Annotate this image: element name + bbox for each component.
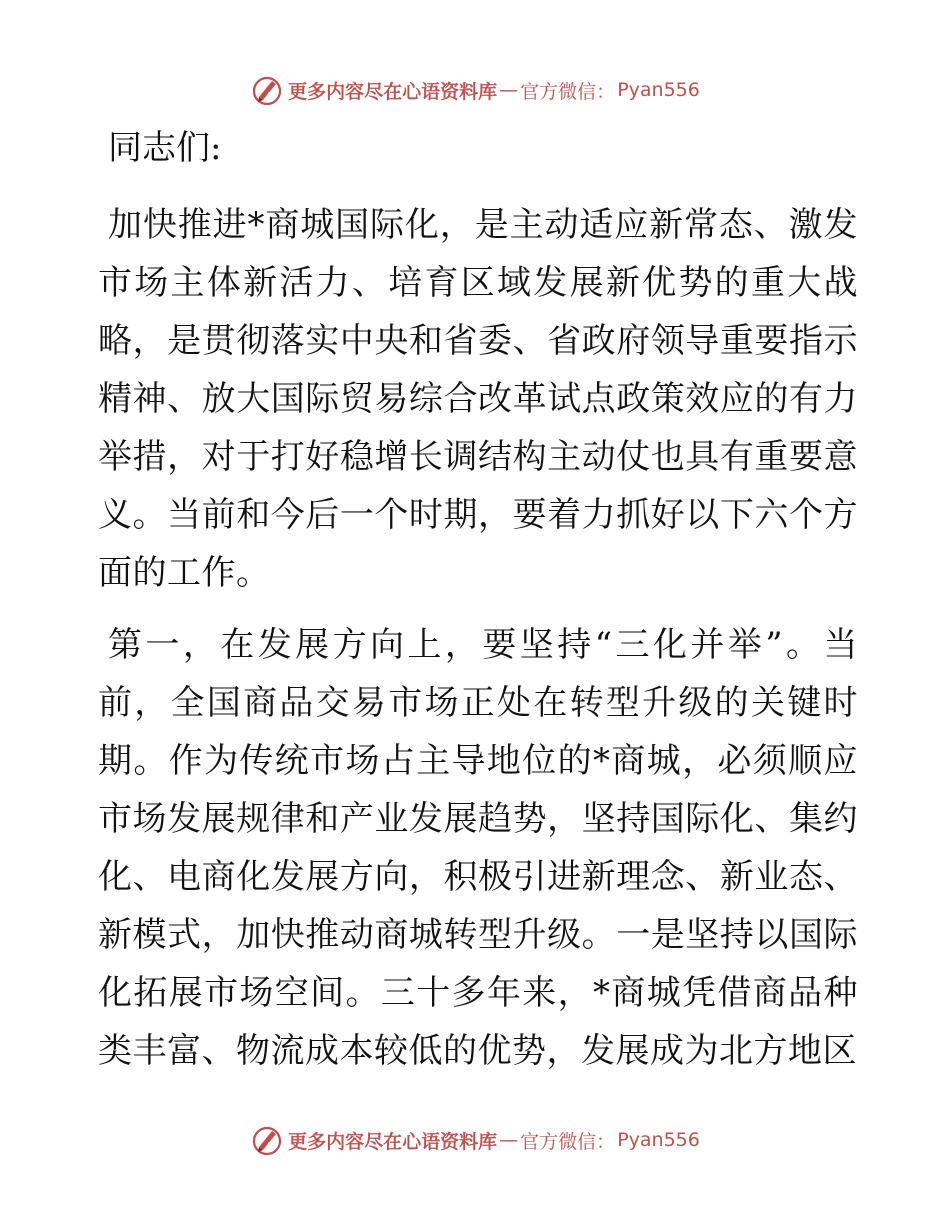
pen-logo-icon [250,73,284,107]
pen-logo-icon [250,1123,284,1157]
paragraph-intro: 加快推进*商城国际化，是主动适应新常态、激发市场主体新活力、培育区域发展新优势的重大战略，是贯彻落实中央和省委、省政府领导重要指示精神、放大国际贸易综合改革试点政策效应的有力举措，对于打好稳增长调结构主动仗也具有重要意义。当前和今后一个时期，要着力抓好以下六个方面的工作。 [98,205,858,593]
footer-wechat-id: Pyan556 [617,1129,700,1151]
header-brand-text: 更多内容尽在心语资料库 [288,80,498,103]
header-contact-label: 官方微信： [520,80,616,103]
paragraph-first-point: 第一，在发展方向上，要坚持“三化并举”。当前，全国商品交易市场正处在转型升级的关键时期。作为传统市场占主导地位的*商城，必须顺应市场发展规律和产业发展趋势，坚持国际化、集约化、电商化发展方向，积极引进新理念、新业态、新模式，加快推动商城转型升级。一是坚持以国际化拓展市场空间。三十多年来，*商城凭借商品种类丰富、物流成本较低的优势，发展成为北方地区 [98,625,858,1071]
footer-brand-text: 更多内容尽在心语资料库 [288,1130,498,1153]
header-separator: — [499,79,519,101]
header-watermark-banner [0,70,950,110]
footer-separator: — [499,1129,519,1151]
header-wechat-id: Pyan556 [617,79,700,101]
footer-contact-label: 官方微信： [520,1130,616,1153]
document-body [98,122,858,1094]
footer-watermark-banner [0,1120,950,1160]
salutation: 同志们: [108,128,222,168]
